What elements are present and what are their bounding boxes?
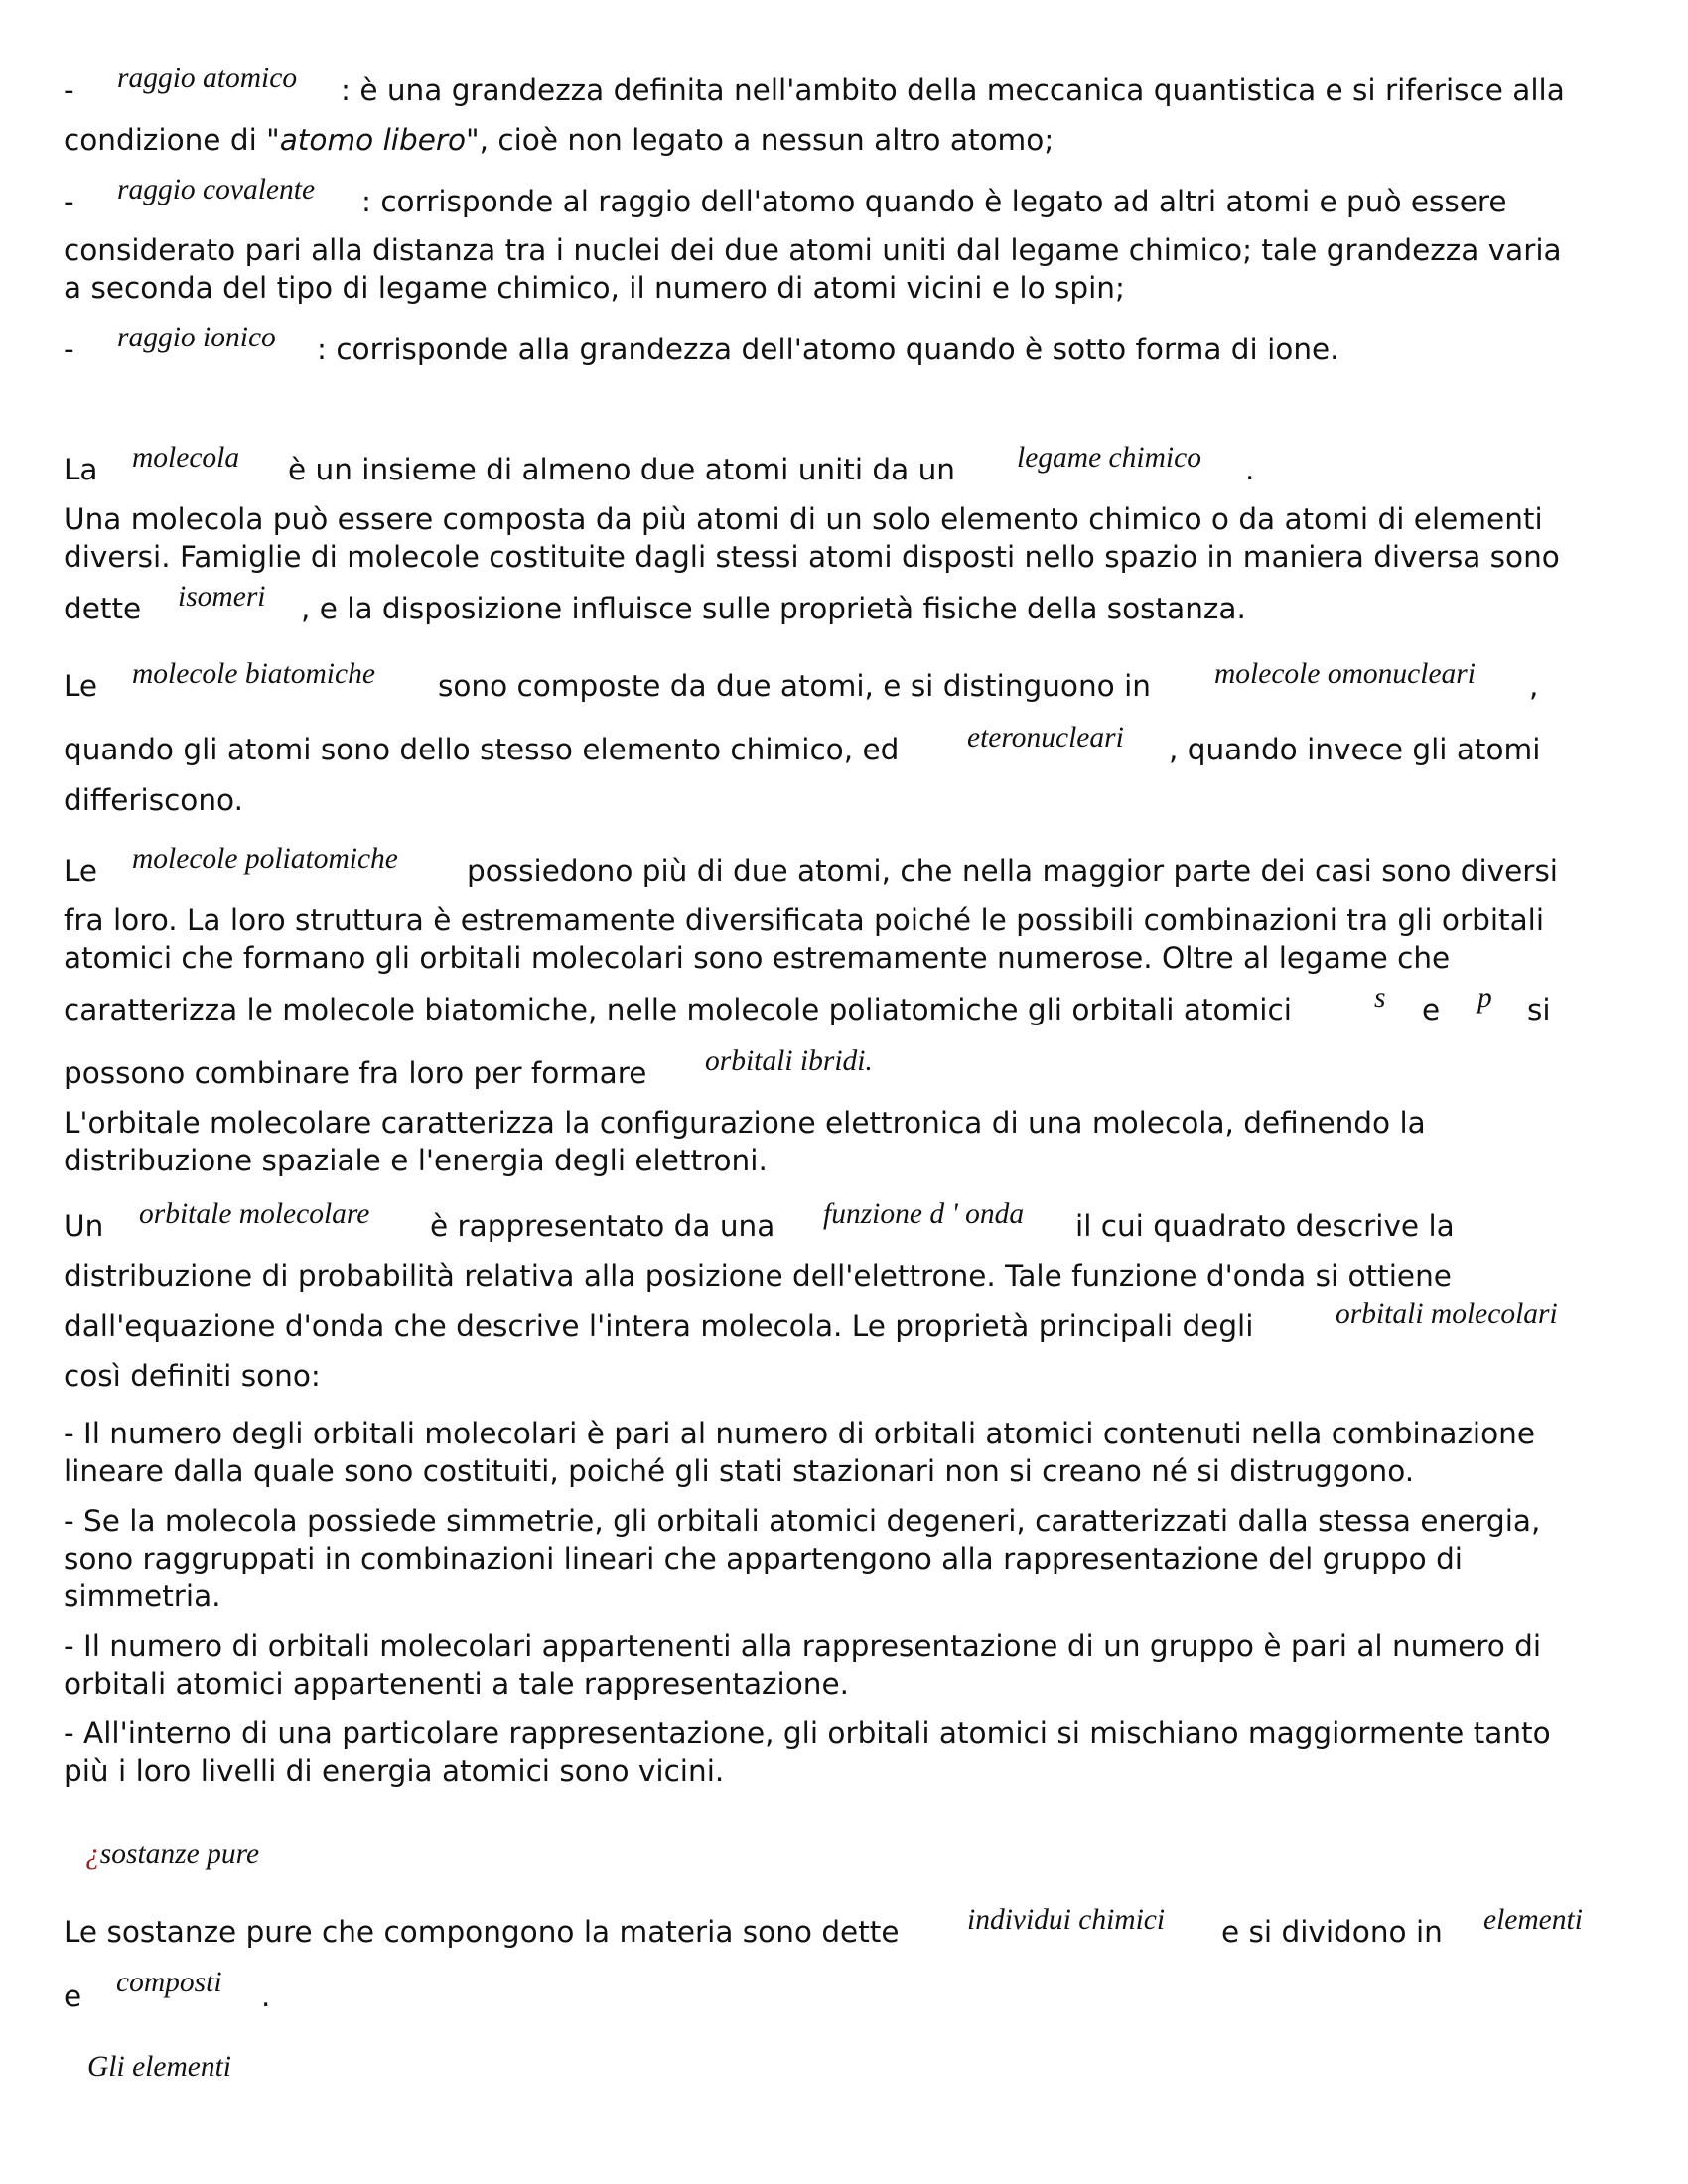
term-molecole-biatomiche: molecole biatomiche: [132, 658, 375, 690]
body-text: , e la disposizione influisce sulle proprietà fisiche della sostanza.: [301, 592, 1246, 625]
list-dash: -: [64, 333, 74, 366]
property-item: - All'interno di una particolare rappresentazione, gli orbitali atomici si mischiano maggiormente tanto: [64, 1716, 1551, 1750]
list-dash: -: [64, 185, 74, 218]
term-orbitali-ibridi: orbitali ibridi.: [705, 1045, 873, 1077]
property-item: simmetria.: [64, 1579, 221, 1613]
body-text: : corrisponde alla grandezza dell'atomo quando è sotto forma di ione.: [317, 333, 1339, 366]
body-text: distribuzione di probabilità relativa alla posizione dell'elettrone. Tale funzione d'onda si ottiene: [64, 1259, 1452, 1293]
heading-sostanze-pure: ¿sostanze pure: [85, 1839, 260, 1870]
property-item: sono raggruppati in combinazioni lineari che appartengono alla rappresentazione del gruppo di: [64, 1542, 1463, 1575]
body-text: atomici che formano gli orbitali molecolari sono estremamente numerose. Oltre al legame che: [64, 941, 1451, 975]
body-text: condizione di "atomo libero", cioè non legato a nessun altro atomo;: [64, 123, 1055, 157]
body-text: Le: [64, 669, 98, 703]
body-text: così definiti sono:: [64, 1359, 321, 1393]
term-legame-chimico: legame chimico: [1017, 442, 1201, 474]
body-text: : corrisponde al raggio dell'atomo quando è legato ad altri atomi e può essere: [361, 185, 1507, 218]
property-item: orbitali atomici appartenenti a tale rappresentazione.: [64, 1667, 849, 1701]
body-text: .: [1245, 453, 1255, 486]
body-text: : è una grandezza definita nell'ambito della meccanica quantistica e si riferisce alla: [341, 73, 1565, 107]
term-individui-chimici: individui chimici: [967, 1904, 1166, 1936]
body-text: il cui quadrato descrive la: [1075, 1209, 1455, 1243]
body-text: caratterizza le molecole biatomiche, nelle molecole poliatomiche gli orbitali atomici: [64, 993, 1292, 1026]
body-text: La: [64, 453, 98, 486]
list-dash: -: [64, 73, 74, 107]
property-item: più i loro livelli di energia atomici sono vicini.: [64, 1754, 725, 1788]
term-raggio-ionico: raggio ionico: [117, 322, 276, 353]
body-text: , quando invece gli atomi: [1169, 733, 1541, 766]
body-text: è rappresentato da una: [430, 1209, 775, 1243]
term-molecole-omonucleari: molecole omonucleari: [1214, 658, 1476, 690]
body-text: sono composte da due atomi, e si distinguono in: [438, 669, 1151, 703]
body-text: L'orbitale molecolare caratterizza la configurazione elettronica di una molecola, definendo la: [64, 1106, 1426, 1140]
body-text: considerato pari alla distanza tra i nuclei dei due atomi uniti dal legame chimico; tale grandezza varia: [64, 233, 1562, 267]
property-item: - Il numero di orbitali molecolari appartenenti alla rappresentazione di un gruppo è pari al numero di: [64, 1629, 1542, 1663]
property-item: - Il numero degli orbitali molecolari è pari al numero di orbitali atomici contenuti nella combinazione: [64, 1417, 1536, 1450]
body-text: distribuzione spaziale e l'energia degli elettroni.: [64, 1144, 768, 1177]
term-s: s: [1374, 982, 1386, 1014]
term-funzione-d-onda: funzione d ' onda: [823, 1198, 1025, 1230]
term-elementi: elementi: [1483, 1904, 1583, 1936]
term-molecole-poliatomiche: molecole poliatomiche: [132, 843, 398, 875]
body-text: dall'equazione d'onda che descrive l'intera molecola. Le proprietà principali degli: [64, 1309, 1254, 1343]
body-text: e: [1422, 993, 1441, 1026]
body-text: fra loro. La loro struttura è estremamente diversificata poiché le possibili combinazioni tra gli orbitali: [64, 903, 1545, 937]
body-text: si: [1527, 993, 1551, 1026]
term-raggio-covalente: raggio covalente: [117, 174, 316, 205]
body-text: differiscono.: [64, 783, 243, 817]
property-item: - Se la molecola possiede simmetrie, gli orbitali atomici degeneri, caratterizzati dalla stessa energia,: [64, 1504, 1541, 1538]
term-orbitale-molecolare: orbitale molecolare: [139, 1198, 370, 1230]
body-text: a seconda del tipo di legame chimico, il numero di atomi vicini e lo spin;: [64, 271, 1125, 305]
body-text: dette: [64, 592, 142, 625]
term-isomeri: isomeri: [178, 581, 266, 613]
body-text: ,: [1529, 669, 1539, 703]
body-text: è un insieme di almeno due atomi uniti da un: [288, 453, 956, 486]
heading-gli-elementi: Gli elementi: [87, 2051, 231, 2083]
body-text: Le: [64, 854, 98, 887]
body-text: e: [64, 1979, 82, 2013]
property-item: lineare dalla quale sono costituiti, poiché gli stati stazionari non si creano né si distruggono.: [64, 1454, 1415, 1488]
body-text: Una molecola può essere composta da più atomi di un solo elemento chimico o da atomi di elementi: [64, 502, 1543, 536]
body-text: possono combinare fra loro per formare: [64, 1056, 647, 1090]
body-text: possiedono più di due atomi, che nella maggior parte dei casi sono diversi: [467, 854, 1559, 887]
body-text: diversi. Famiglie di molecole costituite dagli stessi atomi disposti nello spazio in maniera diversa sono: [64, 540, 1560, 574]
body-text: quando gli atomi sono dello stesso elemento chimico, ed: [64, 733, 900, 766]
term-p: p: [1477, 982, 1492, 1014]
term-raggio-atomico: raggio atomico: [117, 63, 298, 94]
body-text: Le sostanze pure che compongono la materia sono dette: [64, 1915, 900, 1949]
body-text: Un: [64, 1209, 104, 1243]
term-orbitali-molecolari: orbitali molecolari: [1336, 1298, 1558, 1330]
body-text: .: [261, 1979, 271, 2013]
term-molecola: molecola: [132, 442, 240, 474]
term-eteronucleari: eteronucleari: [967, 722, 1124, 753]
body-text: e si dividono in: [1221, 1915, 1443, 1949]
term-composti: composti: [116, 1967, 222, 1998]
